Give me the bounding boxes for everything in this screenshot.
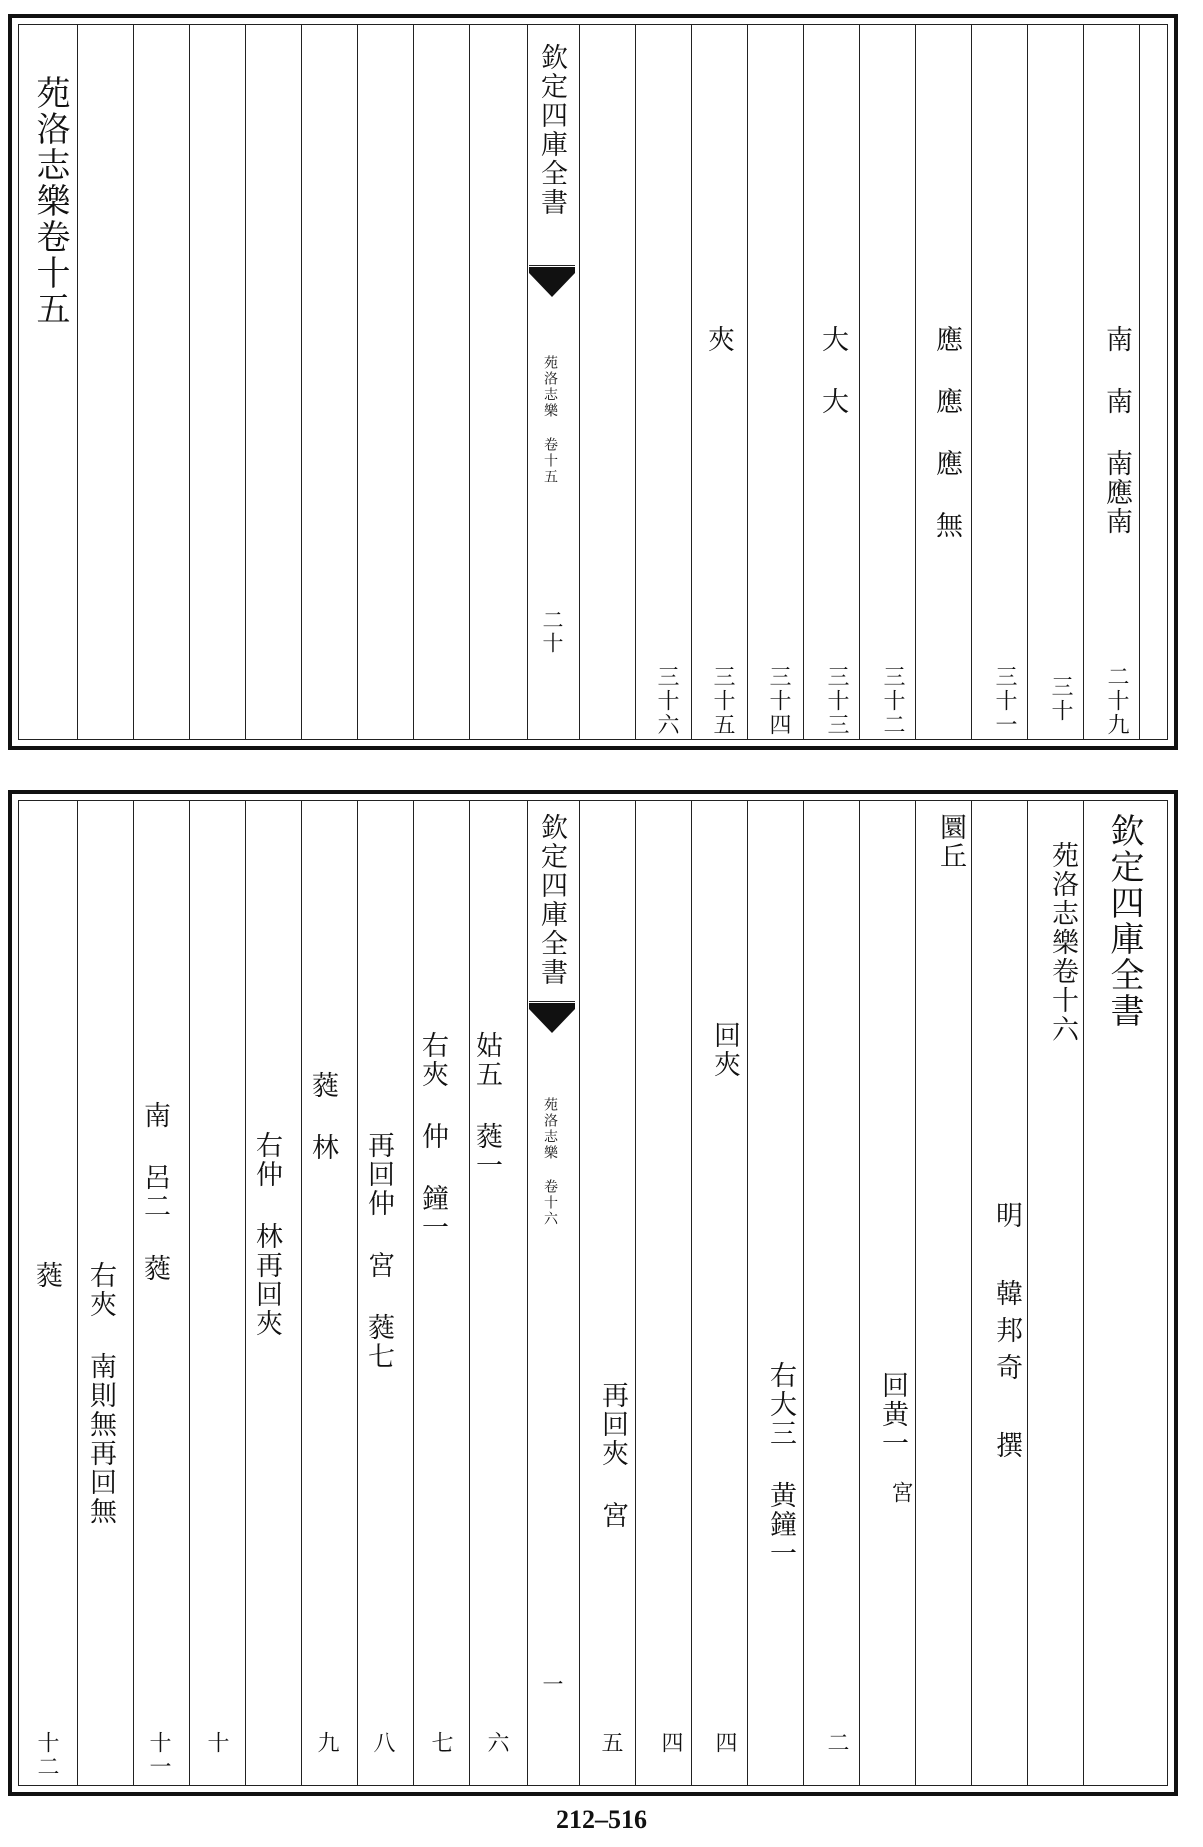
- column-rule: [579, 801, 580, 1785]
- fold-subtitle: 苑洛志樂 卷十五: [542, 355, 558, 485]
- music-column-4: 夾: [703, 325, 734, 354]
- bottom-page: [8, 790, 1178, 1796]
- column-rule: [635, 801, 636, 1785]
- column-number-3: 三十一: [992, 665, 1017, 737]
- column-rule: [133, 801, 134, 1785]
- center-fold: [529, 801, 575, 1787]
- column-rule: [301, 801, 302, 1785]
- column-rule: [133, 25, 134, 739]
- music-column-12: 蕤: [31, 1261, 62, 1290]
- section-title: 圜丘: [935, 813, 966, 871]
- music-column-1: 回黄一: [877, 1371, 908, 1458]
- column-number-5: 五: [598, 1731, 623, 1755]
- column-rule: [77, 25, 78, 739]
- bottom-page-frame: [18, 800, 1168, 1786]
- column-number-5: 三十三: [824, 665, 849, 737]
- column-rule: [747, 25, 748, 739]
- column-rule: [77, 801, 78, 1785]
- fold-subtitle: 苑洛志樂 卷十六: [542, 1097, 558, 1227]
- column-rule: [859, 801, 860, 1785]
- column-number-11: 十一: [146, 1731, 171, 1779]
- music-column-1: 南 南 南應南: [1101, 325, 1132, 536]
- column-rule: [413, 801, 414, 1785]
- column-number-4: 三十二: [880, 665, 905, 737]
- music-column-11: 右夾 南則無再回無: [85, 1261, 116, 1526]
- column-number-9: 九: [314, 1731, 339, 1755]
- column-number-12: 十二: [34, 1731, 59, 1779]
- column-rule: [915, 25, 916, 739]
- column-number-2: 二: [824, 1731, 849, 1755]
- fishtail-mark: [529, 1003, 575, 1037]
- top-page-frame: [18, 24, 1168, 740]
- column-rule: [635, 25, 636, 739]
- column-rule: [1027, 25, 1028, 739]
- column-rule: [527, 25, 528, 739]
- column-rule: [413, 25, 414, 739]
- top-page: [8, 14, 1178, 750]
- column-rule: [859, 25, 860, 739]
- volume-title: 苑洛志樂卷十五: [30, 75, 70, 327]
- music-column-5: 姑五 蕤一: [471, 1031, 502, 1180]
- column-rule: [803, 801, 804, 1785]
- page-reference: 212–516: [556, 1805, 647, 1834]
- fold-leaf-number: 一: [540, 1673, 564, 1696]
- column-rule: [1083, 25, 1084, 739]
- column-rule: [1027, 801, 1028, 1785]
- column-number-7: 三十五: [710, 665, 735, 737]
- column-number-6: 六: [484, 1731, 509, 1755]
- column-rule: [803, 25, 804, 739]
- music-column-10: 南 呂二 蕤: [139, 1101, 170, 1283]
- center-fold: [529, 25, 575, 741]
- column-number-6: 三十四: [766, 665, 791, 737]
- column-number-10: 十: [204, 1731, 229, 1755]
- column-number-4: 四: [658, 1731, 683, 1755]
- column-rule: [189, 25, 190, 739]
- music-column-9: 右仲 林再回夾: [251, 1131, 282, 1338]
- column-rule: [971, 801, 972, 1785]
- music-column-7: 再回仲 宮 蕤七: [363, 1131, 394, 1371]
- book-header: 欽定四庫全書: [1104, 813, 1144, 1029]
- fold-leaf-number: 二十: [540, 609, 564, 655]
- column-rule: [245, 25, 246, 739]
- music-column-2: 右大三 黄鐘一: [765, 1361, 796, 1568]
- column-rule: [357, 801, 358, 1785]
- column-rule: [301, 25, 302, 739]
- column-number-1: 宮: [888, 1481, 913, 1505]
- column-rule: [527, 801, 528, 1785]
- column-rule: [1139, 25, 1140, 739]
- column-rule: [1083, 801, 1084, 1785]
- column-rule: [971, 25, 972, 739]
- column-rule: [245, 801, 246, 1785]
- column-number-3: 四: [712, 1731, 737, 1755]
- music-column-3: 回夾: [709, 1021, 740, 1079]
- column-rule: [691, 25, 692, 739]
- column-rule: [469, 801, 470, 1785]
- column-number-7: 七: [428, 1731, 453, 1755]
- column-rule: [469, 25, 470, 739]
- column-number-8: 三十六: [654, 665, 679, 737]
- column-number-2: 三十: [1048, 675, 1073, 723]
- music-column-3: 大 大: [817, 325, 848, 416]
- column-rule: [691, 801, 692, 1785]
- music-column-8: 蕤 林: [307, 1071, 338, 1162]
- column-number-8: 八: [370, 1731, 395, 1755]
- column-rule: [915, 801, 916, 1785]
- music-column-6: 右夾 仲 鐘一: [417, 1031, 448, 1242]
- music-column-4: 再回夾 宮: [597, 1381, 628, 1530]
- music-column-2: 應 應 應 無: [931, 325, 962, 540]
- column-rule: [357, 25, 358, 739]
- column-rule: [747, 801, 748, 1785]
- column-rule: [189, 801, 190, 1785]
- fold-title: 欽定四庫全書: [536, 813, 567, 987]
- column-rule: [579, 25, 580, 739]
- fold-title: 欽定四庫全書: [536, 43, 567, 217]
- column-number-1: 二十九: [1104, 665, 1129, 737]
- fishtail-mark: [529, 267, 575, 301]
- author-line: 明 韓邦奇 撰: [991, 1201, 1022, 1468]
- volume-title: 苑洛志樂卷十六: [1047, 841, 1078, 1044]
